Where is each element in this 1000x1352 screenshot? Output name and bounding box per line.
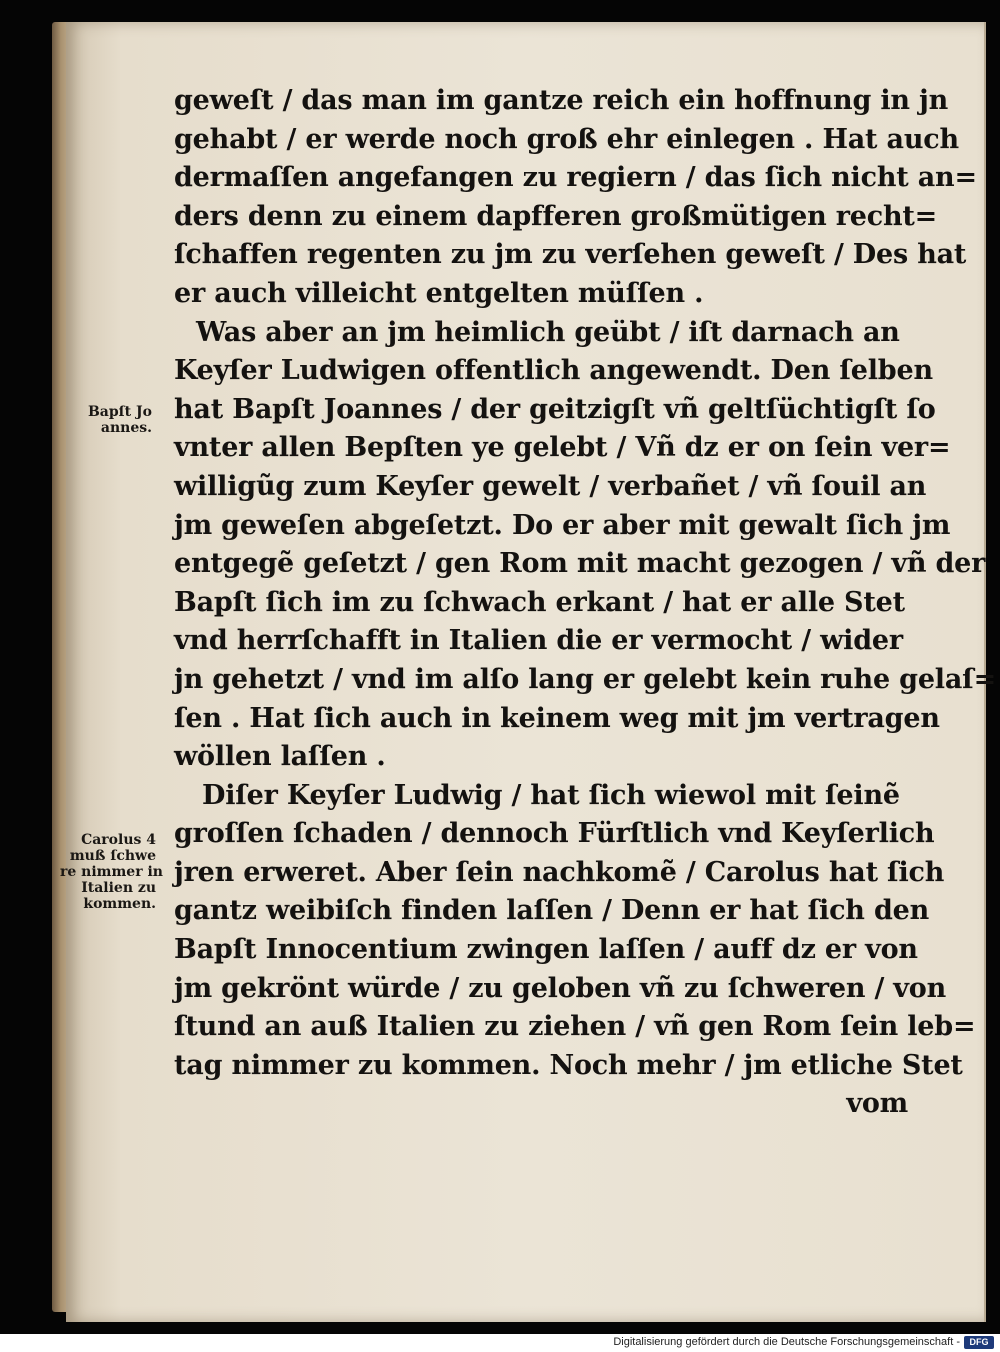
text-line: willigũg zum Keyſer gewelt / verbañet / vñ ſouil an: [174, 470, 927, 502]
text-line: jm geweſen abgeſetzt. Do er aber mit gewalt ſich jm: [174, 509, 951, 541]
text-line: jren erweret. Aber ſein nachkomẽ / Carolus hat ſich: [174, 856, 945, 888]
text-line: gantz weibiſch finden laſſen / Denn er hat ſich den: [174, 895, 930, 927]
text-line: hat Bapſt Joannes / der geitzigſt vñ geltſüchtigſt ſo: [174, 393, 936, 425]
text-line: Bapſt Innocentium zwingen laſſen / auff dz er von: [174, 934, 918, 966]
catchword: vom: [846, 1088, 908, 1120]
main-text-block: [174, 82, 996, 1124]
text-line: tag nimmer zu kommen. Noch mehr / jm etliche Stet: [174, 1049, 963, 1081]
footer-bar: [0, 1334, 1000, 1352]
text-line: geweſt / das man im gantze reich ein hoffnung in jn: [174, 85, 949, 116]
text-line: ders denn zu einem dapfferen großmütigen recht=: [174, 200, 938, 232]
margin-note-line: Bapſt Jo: [87, 404, 152, 420]
text-line: groſſen ſchaden / dennoch Fürſtlich vnd Keyſerlich: [174, 818, 935, 850]
text-line: vnter allen Bepſten ye gelebt / Vñ dz er on ſein ver=: [174, 432, 951, 464]
margin-note-bapst-joannes: [62, 404, 152, 436]
margin-note-line: re nimmer in: [60, 864, 163, 880]
text-line: dermaſſen angefangen zu regiern / das ſich nicht an=: [174, 162, 977, 194]
text-line: jn gehetzt / vnd im alſo lang er gelebt kein ruhe gelaſ=: [174, 663, 996, 695]
text-line: Bapſt ſich im zu ſchwach erkant / hat er alle Stet: [174, 586, 905, 618]
text-line: gehabt / er werde noch groß ehr einlegen . Hat auch: [174, 123, 959, 155]
text-line: Diſer Keyſer Ludwig / hat ſich wiewol mit ſeinẽ: [202, 779, 900, 811]
text-line: entgegẽ geſetzt / gen Rom mit macht gezogen / vñ der: [174, 548, 986, 580]
dfg-logo-icon[interactable]: DFG: [964, 1336, 994, 1349]
text-line: ſtund an auß Italien zu ziehen / vñ gen Rom ſein leb=: [174, 1011, 976, 1043]
margin-note-line: kommen.: [83, 896, 156, 912]
footer-credit: Digitalisierung gefördert durch die Deutsche Forschungsgemeinschaft -: [613, 1336, 960, 1348]
margin-note-line: Italien zu: [81, 880, 156, 896]
text-line: vnd herrſchafft in Italien die er vermocht / wider: [174, 625, 903, 657]
margin-note-line: Carolus 4: [81, 832, 156, 848]
margin-note-line: annes.: [100, 420, 152, 436]
text-line: er auch villeicht entgelten müſſen .: [174, 277, 704, 309]
text-line: Was aber an jm heimlich geübt / iſt darnach an: [196, 316, 900, 348]
text-line: ſchaffen regenten zu jm zu verſehen geweſt / Des hat: [174, 239, 967, 271]
text-line: Keyſer Ludwigen offentlich angewendt. Den ſelben: [174, 355, 933, 387]
text-line: ſen . Hat ſich auch in keinem weg mit jm vertragen: [174, 702, 940, 734]
margin-note-line: muß ſchwe: [69, 848, 156, 864]
text-line: jm gekrönt würde / zu geloben vñ zu ſchweren / von: [174, 972, 947, 1004]
margin-note-carolus: [60, 832, 163, 912]
text-line: wöllen laſſen .: [174, 741, 386, 773]
